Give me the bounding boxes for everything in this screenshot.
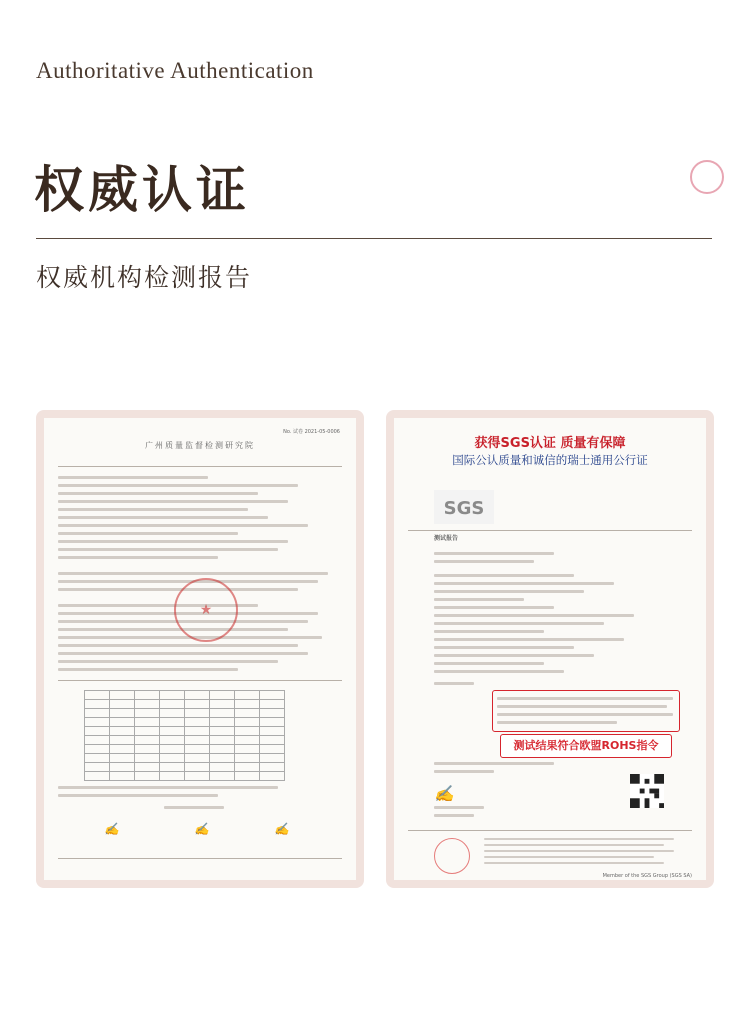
decorative-circle-icon [690,160,724,194]
report-title: 测试报告 [434,535,459,542]
sgs-headline: 获得SGS认证 质量有保障 [474,436,626,451]
test-results-table [84,690,285,781]
signature-3: ✍ [274,822,289,836]
svg-text:SGS: SGS [443,498,485,519]
official-red-seal: ★ [174,578,238,642]
qr-code-icon [630,774,664,808]
certificate-card-sgs [386,410,714,888]
sgs-certificate-document [394,418,706,880]
page-title: 权威认证 [34,161,250,219]
certificate-document [44,418,356,880]
highlighted-conclusion [492,690,680,732]
rohs-result-banner: 测试结果符合欧盟ROHS指令 [500,734,672,758]
section-subtitle: 权威机构检测报告 [36,263,253,292]
signature-2: ✍ [194,822,209,836]
signature-1: ✍ [104,822,119,836]
english-title: Authoritative Authentication [36,58,314,83]
sgs-subheadline: 国际公认质量和诚信的瑞士通用公行证 [452,453,648,467]
sgs-member-text: Member of the SGS Group (SGS SA) [602,873,692,879]
divider [36,238,712,239]
sgs-logo-icon [434,490,494,524]
header-rule [58,466,342,467]
sgs-red-seal [434,838,470,874]
certificate-card-guangzhou [36,410,364,888]
sgs-signature: ✍ [434,784,454,803]
report-number: No. 试卷 2021-05-0006 [283,429,340,435]
institute-name: 广州质量监督检测研究院 [145,441,255,450]
